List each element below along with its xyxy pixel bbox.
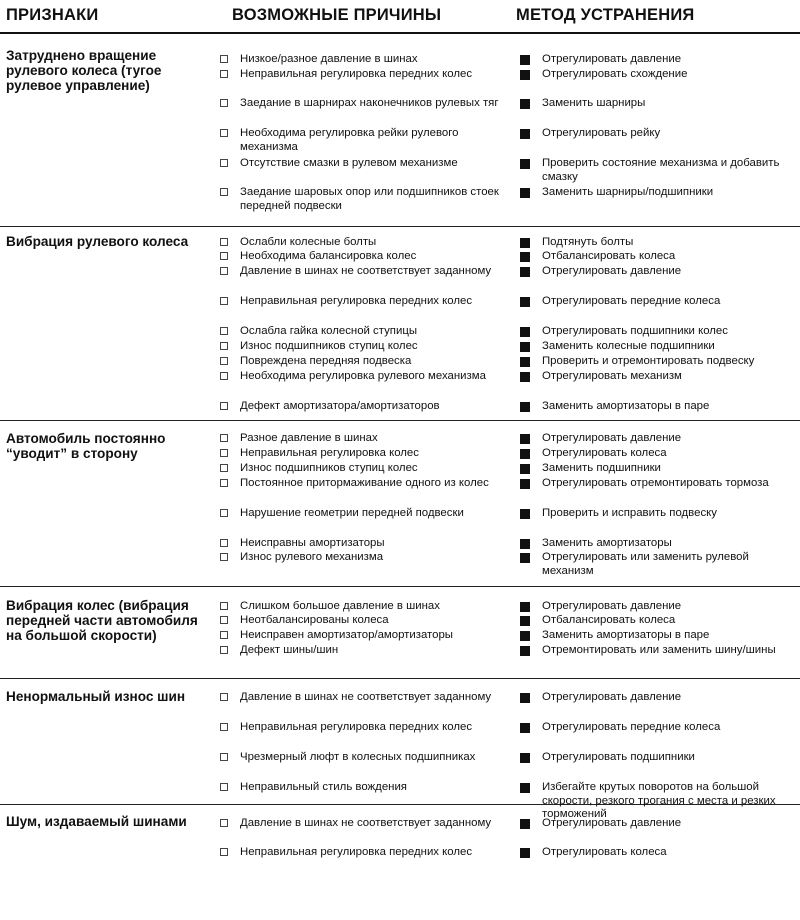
cause-item [220,325,502,339]
cause-text: Неправильная регулировка передних колес [240,721,473,733]
remedy-text: Отрегулировать схождение [542,68,688,80]
cause-item [220,614,502,628]
remedy-text: Подтянуть болты [542,236,634,248]
remedy-text: Отрегулировать давление [542,432,682,444]
cause-text: Дефект амортизатора/амортизаторов [240,400,440,412]
filled-square-icon [520,327,530,337]
remedy-item [520,781,796,822]
remedy-item [520,68,796,82]
cause-item [220,355,502,369]
filled-square-icon [520,693,530,703]
cause-item [220,295,502,309]
filled-square-icon [520,99,530,109]
filled-square-icon [520,267,530,277]
remedy-text: Проверить состояние механизма и добавить смазку [542,157,780,183]
cause-text: Дефект шины/шин [240,644,339,656]
cause-text: Необходима балансировка колес [240,250,417,262]
cause-item [220,600,502,614]
cause-item [220,97,502,111]
empty-checkbox-icon [220,129,228,137]
remedy-text: Отрегулировать механизм [542,370,682,382]
symptom-label: Ненормальный износ шин [6,689,186,704]
cause-item [220,691,502,705]
cause-text: Ослабли колесные болты [240,236,377,248]
cause-item [220,186,502,213]
empty-checkbox-icon [220,464,228,472]
filled-square-icon [520,819,530,829]
cause-item [220,447,502,461]
remedy-item [520,614,796,628]
cause-item [220,477,502,491]
remedy-text: Отрегулировать колеса [542,846,667,858]
remedy-text: Отбалансировать колеса [542,614,676,626]
cause-text: Постоянное притормаживание одного из колес [240,477,489,489]
remedy-item [520,691,796,705]
filled-square-icon [520,539,530,549]
filled-square-icon [520,342,530,352]
empty-checkbox-icon [220,646,228,654]
remedy-item [520,507,796,521]
remedy-item [520,127,796,141]
symptom-label: Вибрация рулевого колеса [6,234,189,249]
cause-text: Давление в шинах не соответствует заданному [240,265,492,277]
empty-checkbox-icon [220,449,228,457]
remedy-item [520,432,796,446]
cause-item [220,846,502,860]
filled-square-icon [520,188,530,198]
remedy-item [520,340,796,354]
cause-text: Повреждена передняя подвеска [240,355,412,367]
cause-item [220,68,502,82]
remedy-text: Отрегулировать передние колеса [542,721,721,733]
remedy-item [520,370,796,384]
remedy-item [520,157,796,184]
filled-square-icon [520,631,530,641]
remedy-item [520,186,796,200]
remedy-item [520,355,796,369]
remedy-item [520,477,796,491]
remedy-item [520,447,796,461]
empty-checkbox-icon [220,188,228,196]
empty-checkbox-icon [220,602,228,610]
cause-text: Необходима регулировка рулевого механизма [240,370,486,382]
filled-square-icon [520,464,530,474]
empty-checkbox-icon [220,783,228,791]
remedy-item [520,600,796,614]
empty-checkbox-icon [220,267,228,275]
remedy-text: Отрегулировать давление [542,691,682,703]
remedy-text: Заменить амортизаторы в паре [542,629,710,641]
cause-text: Неисправны амортизаторы [240,537,385,549]
remedy-item [520,537,796,551]
filled-square-icon [520,402,530,412]
remedy-item [520,97,796,111]
filled-square-icon [520,238,530,248]
cause-text: Чрезмерный люфт в колесных подшипниках [240,751,476,763]
header-symptoms: ПРИЗНАКИ [6,6,99,24]
empty-checkbox-icon [220,159,228,167]
empty-checkbox-icon [220,616,228,624]
cause-text: Износ подшипников ступиц колес [240,340,418,352]
empty-checkbox-icon [220,509,228,517]
cause-item [220,265,502,279]
remedy-text: Заменить подшипники [542,462,661,474]
cause-item [220,250,502,264]
cause-item [220,751,502,765]
filled-square-icon [520,449,530,459]
empty-checkbox-icon [220,357,228,365]
filled-square-icon [520,509,530,519]
filled-square-icon [520,646,530,656]
empty-checkbox-icon [220,297,228,305]
remedy-text: Отремонтировать или заменить шину/шины [542,644,776,656]
filled-square-icon [520,783,530,793]
remedy-item [520,462,796,476]
cause-item [220,432,502,446]
remedy-text: Отбалансировать колеса [542,250,676,262]
remedy-text: Отрегулировать передние колеса [542,295,721,307]
header-divider [0,32,800,34]
empty-checkbox-icon [220,238,228,246]
filled-square-icon [520,553,530,563]
remedy-item [520,644,796,658]
filled-square-icon [520,129,530,139]
cause-text: Давление в шинах не соответствует заданному [240,817,492,829]
cause-item [220,157,502,171]
cause-text: Ослабла гайка колесной ступицы [240,325,418,337]
cause-text: Износ подшипников ступиц колес [240,462,418,474]
cause-text: Неправильная регулировка колес [240,447,419,459]
cause-text: Износ рулевого механизма [240,551,384,563]
empty-checkbox-icon [220,434,228,442]
cause-text: Неправильная регулировка передних колес [240,68,473,80]
cause-item [220,644,502,658]
section-divider [0,226,800,227]
empty-checkbox-icon [220,55,228,63]
filled-square-icon [520,616,530,626]
remedy-text: Заменить амортизаторы в паре [542,400,710,412]
remedy-item [520,400,796,414]
header-remedies: МЕТОД УСТРАНЕНИЯ [516,6,695,24]
cause-text: Отсутствие смазки в рулевом механизме [240,157,458,169]
empty-checkbox-icon [220,479,228,487]
empty-checkbox-icon [220,327,228,335]
cause-item [220,817,502,831]
remedy-text: Заменить амортизаторы [542,537,672,549]
empty-checkbox-icon [220,723,228,731]
cause-item [220,370,502,384]
cause-item [220,551,502,565]
remedy-text: Избегайте крутых поворотов на большой скорости, резкого трогания с места и резких торможений [542,781,776,821]
empty-checkbox-icon [220,402,228,410]
remedy-text: Заменить шарниры/подшипники [542,186,714,198]
empty-checkbox-icon [220,70,228,78]
remedy-item [520,53,796,67]
remedy-text: Отрегулировать рейку [542,127,661,139]
remedy-item [520,295,796,309]
remedy-text: Отрегулировать давление [542,265,682,277]
empty-checkbox-icon [220,819,228,827]
empty-checkbox-icon [220,99,228,107]
header-causes: ВОЗМОЖНЫЕ ПРИЧИНЫ [232,6,442,24]
empty-checkbox-icon [220,372,228,380]
remedy-text: Проверить и исправить подвеску [542,507,717,519]
remedy-text: Отрегулировать или заменить рулевой механизм [542,551,749,577]
cause-text: Неисправен амортизатор/амортизаторы [240,629,453,641]
remedy-text: Отрегулировать давление [542,53,682,65]
filled-square-icon [520,479,530,489]
cause-item [220,127,502,154]
filled-square-icon [520,55,530,65]
cause-item [220,462,502,476]
empty-checkbox-icon [220,631,228,639]
filled-square-icon [520,159,530,169]
cause-text: Неправильная регулировка передних колес [240,846,473,858]
cause-text: Неправильная регулировка передних колес [240,295,473,307]
filled-square-icon [520,252,530,262]
cause-item [220,629,502,643]
remedy-text: Отрегулировать подшипники колес [542,325,728,337]
remedy-text: Заменить колесные подшипники [542,340,715,352]
cause-item [220,537,502,551]
filled-square-icon [520,297,530,307]
remedy-text: Отрегулировать отремонтировать тормоза [542,477,769,489]
empty-checkbox-icon [220,252,228,260]
symptom-label: Шум, издаваемый шинами [6,814,187,829]
remedy-item [520,250,796,264]
cause-item [220,721,502,735]
remedy-text: Отрегулировать колеса [542,447,667,459]
symptom-label: Затруднено вращение рулевого колеса (тугое рулевое управление) [6,48,162,93]
filled-square-icon [520,848,530,858]
filled-square-icon [520,357,530,367]
remedy-item [520,751,796,765]
remedy-item [520,236,796,250]
section-divider [0,420,800,421]
cause-text: Низкое/разное давление в шинах [240,53,418,65]
empty-checkbox-icon [220,539,228,547]
cause-text: Давление в шинах не соответствует заданному [240,691,492,703]
cause-item [220,400,502,414]
filled-square-icon [520,602,530,612]
cause-text: Разное давление в шинах [240,432,378,444]
cause-item [220,53,502,67]
cause-text: Неправильный стиль вождения [240,781,407,793]
section-divider [0,586,800,587]
cause-item [220,781,502,795]
remedy-item [520,817,796,831]
empty-checkbox-icon [220,753,228,761]
cause-text: Необходима регулировка рейки рулевого механизма [240,127,459,153]
cause-text: Слишком большое давление в шинах [240,600,440,612]
remedy-item [520,265,796,279]
filled-square-icon [520,723,530,733]
empty-checkbox-icon [220,693,228,701]
remedy-item [520,721,796,735]
empty-checkbox-icon [220,553,228,561]
remedy-text: Проверить и отремонтировать подвеску [542,355,755,367]
filled-square-icon [520,434,530,444]
remedy-text: Заменить шарниры [542,97,646,109]
cause-text: Неотбалансированы колеса [240,614,389,626]
cause-item [220,507,502,521]
cause-text: Заедание шаровых опор или подшипников стоек передней подвески [240,186,499,212]
symptom-label: Вибрация колес (вибрация передней части автомобиля на большой скорости) [6,598,198,643]
empty-checkbox-icon [220,848,228,856]
cause-item [220,236,502,250]
filled-square-icon [520,70,530,80]
symptom-label: Автомобиль постоянно “уводит” в сторону [6,431,166,461]
remedy-item [520,846,796,860]
cause-text: Нарушение геометрии передней подвески [240,507,464,519]
remedy-item [520,629,796,643]
remedy-item [520,551,796,578]
cause-text: Заедание в шарнирах наконечников рулевых тяг [240,97,499,109]
filled-square-icon [520,753,530,763]
filled-square-icon [520,372,530,382]
cause-item [220,340,502,354]
remedy-text: Отрегулировать давление [542,817,682,829]
remedy-item [520,325,796,339]
remedy-text: Отрегулировать подшипники [542,751,695,763]
section-divider [0,678,800,679]
remedy-text: Отрегулировать давление [542,600,682,612]
empty-checkbox-icon [220,342,228,350]
